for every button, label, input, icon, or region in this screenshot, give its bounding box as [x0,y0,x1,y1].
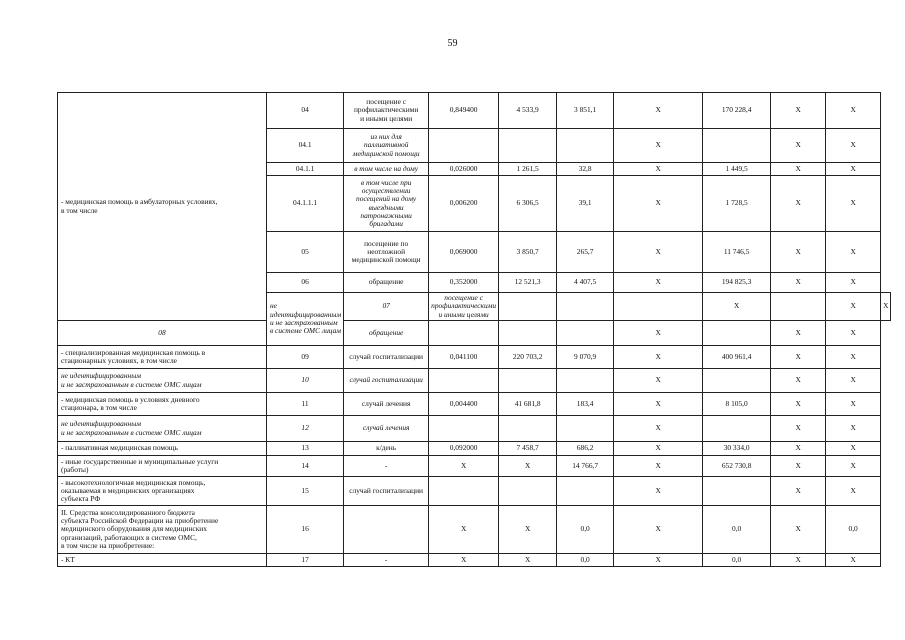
cell-value: 41 681,8 [499,393,557,416]
cell-value: X [614,416,703,442]
row-code: 05 [267,232,344,273]
cell-value: 686,2 [557,442,614,456]
row-code: 04.1.1 [267,163,344,176]
cell-value [557,416,614,442]
cell-value [499,477,557,506]
row-code: 17 [267,554,344,567]
cell-value: X [429,506,499,554]
cell-value: X [771,416,826,442]
cell-value: X [614,442,703,456]
cell-value: X [703,293,771,321]
cell-value: X [771,369,826,393]
cell-value: 12 521,3 [499,273,557,293]
cell-value: 0,0 [826,506,881,554]
cell-value: X [826,129,881,163]
table-row [58,554,891,567]
data-table [57,92,891,567]
table-row [58,477,891,506]
cell-value [429,321,499,346]
cell-value: X [429,456,499,477]
row-unit: посещение с профилактическими и иными целями [429,293,499,321]
cell-value: X [826,416,881,442]
cell-value: X [499,506,557,554]
row-code: 16 [267,506,344,554]
cell-value [703,321,771,346]
cell-value: X [614,554,703,567]
table-row [58,393,891,416]
cell-value [557,321,614,346]
cell-value: X [614,273,703,293]
row-code: 11 [267,393,344,416]
table-row [58,442,891,456]
cell-value: X [826,477,881,506]
cell-value: 170 228,4 [703,93,771,129]
row-unit: случай госпитализации [344,346,429,369]
cell-value [499,369,557,393]
row-unit: случай лечения [344,393,429,416]
table-row [58,346,891,369]
cell-value: 0,0 [557,506,614,554]
cell-value: X [771,442,826,456]
cell-value: X [771,554,826,567]
cell-value: 0,0 [557,554,614,567]
cell-value [703,129,771,163]
cell-value: X [826,554,881,567]
cell-value: X [771,176,826,232]
cell-value: X [826,293,881,321]
cell-value [614,293,703,321]
row-unit: обращение [344,321,429,346]
row-unit: из них для паллиативной медицинской помощи [344,129,429,163]
row-label: - специализированная медицинская помощь в стационарных условиях, в том числе [58,346,267,369]
cell-value [703,369,771,393]
cell-value: X [771,393,826,416]
cell-value: X [614,93,703,129]
row-code: 04 [267,93,344,129]
row-label: - КТ [58,554,267,567]
cell-value: X [826,176,881,232]
cell-value: X [614,393,703,416]
row-label: - иные государственные и муниципальные услуги (работы) [58,456,267,477]
row-unit: посещение по неотложной медицинской помощи [344,232,429,273]
cell-value: 30 334,0 [703,442,771,456]
cell-value: X [771,232,826,273]
row-label: не идентифицированным и не застрахованным в системе ОМС лицам [58,416,267,442]
cell-value: 220 703,2 [499,346,557,369]
cell-value: 1 261,5 [499,163,557,176]
cell-value: 0,004400 [429,393,499,416]
cell-value [557,369,614,393]
cell-value: 652 730,8 [703,456,771,477]
row-unit: случай лечения [344,416,429,442]
cell-value: 183,4 [557,393,614,416]
cell-value: 0,849400 [429,93,499,129]
row-unit: случай госпитализации [344,369,429,393]
table-row [58,321,891,346]
cell-value: X [614,456,703,477]
cell-value: X [614,321,703,346]
cell-value [429,369,499,393]
table-row [58,416,891,442]
cell-value: 4 533,9 [499,93,557,129]
cell-value: X [499,456,557,477]
row-unit: посещение с профилактическими и иными целями [344,93,429,129]
cell-value: X [826,321,881,346]
cell-value: 265,7 [557,232,614,273]
cell-value: X [826,369,881,393]
row-unit: в том числе на дому [344,163,429,176]
cell-value: 0,069000 [429,232,499,273]
cell-value [499,129,557,163]
row-unit: к/день [344,442,429,456]
cell-value: X [429,554,499,567]
cell-value: 0,0 [703,506,771,554]
cell-value: 32,8 [557,163,614,176]
table-row [58,369,891,393]
cell-value [499,416,557,442]
cell-value [771,293,826,321]
cell-value: 0,026000 [429,163,499,176]
cell-value: X [614,346,703,369]
cell-value: X [771,273,826,293]
cell-value: X [826,456,881,477]
cell-value: 0,092000 [429,442,499,456]
cell-value: 8 105,0 [703,393,771,416]
cell-value: X [614,163,703,176]
cell-value: 0,352000 [429,273,499,293]
row-unit: обращение [344,273,429,293]
cell-value: 7 458,7 [499,442,557,456]
cell-value: X [826,273,881,293]
row-label: - паллиативная медицинская помощь [58,442,267,456]
row-code: 04.1.1.1 [267,176,344,232]
cell-value: 1 728,5 [703,176,771,232]
row-label: II. Средства консолидированного бюджета субъекта Российской Федерации на приобретение медицинского оборудования для медицинских организаций, работающих в системе ОМС, в том числе на приобретение: [58,506,267,554]
cell-value: X [771,477,826,506]
row-label: - медицинская помощь в условиях дневного стационара, в том числе [58,393,267,416]
cell-value: 4 407,5 [557,273,614,293]
cell-value [429,129,499,163]
row-code: 07 [344,293,429,321]
table-row [58,456,891,477]
cell-value [499,293,557,321]
row-code: 06 [267,273,344,293]
row-label: не идентифицированным и не застрахованным в системе ОМС лицам [58,369,267,393]
cell-value: X [771,129,826,163]
cell-value: 0,041100 [429,346,499,369]
table-row [58,506,891,554]
cell-value [703,477,771,506]
cell-value: X [826,93,881,129]
row-code: 09 [267,346,344,369]
cell-value: X [771,163,826,176]
cell-value: 14 766,7 [557,456,614,477]
cell-value: 6 306,5 [499,176,557,232]
cell-value [499,321,557,346]
cell-value [557,129,614,163]
cell-value: X [499,554,557,567]
row-code: 15 [267,477,344,506]
cell-value: 0,006200 [429,176,499,232]
cell-value: 1 449,5 [703,163,771,176]
row-unit: в том числе при осуществлении посещений на дому выездными патронажными бригадами [344,176,429,232]
cell-value: 3 850,7 [499,232,557,273]
cell-value: X [771,456,826,477]
cell-value: 194 825,3 [703,273,771,293]
row-unit: случай госпитализации [344,477,429,506]
table-body [58,93,891,567]
cell-value: X [614,176,703,232]
cell-value: X [826,393,881,416]
cell-value: X [614,369,703,393]
cell-value: X [826,346,881,369]
cell-value [557,477,614,506]
cell-value: 11 746,5 [703,232,771,273]
row-unit: - [344,456,429,477]
row-code: 12 [267,416,344,442]
cell-value: 400 961,4 [703,346,771,369]
page-number: 59 [447,38,458,49]
cell-value [703,416,771,442]
cell-value [557,293,614,321]
cell-value: 3 851,1 [557,93,614,129]
row-code: 10 [267,369,344,393]
cell-value: X [771,93,826,129]
row-label: не идентифицированным и не застрахованным в системе ОМС лицам [267,293,344,346]
cell-value: X [771,321,826,346]
row-code: 13 [267,442,344,456]
cell-value: X [614,477,703,506]
row-code: 14 [267,456,344,477]
cell-value: X [771,346,826,369]
cell-value: 9 070,9 [557,346,614,369]
row-label: - высокотехнологичная медицинская помощь, оказываемая в медицинских организациях субъекта РФ [58,477,267,506]
row-unit: - [344,554,429,567]
row-code: 04.1 [267,129,344,163]
row-label: - медицинская помощь в амбулаторных условиях, в том числе [58,93,267,321]
cell-value [429,416,499,442]
cell-value: X [614,129,703,163]
cell-value: X [826,232,881,273]
cell-value: 39,1 [557,176,614,232]
cell-value: 0,0 [703,554,771,567]
table-row [58,93,891,129]
cell-value: X [826,163,881,176]
cell-value: X [771,506,826,554]
cell-value: X [614,232,703,273]
cell-value: X [881,293,891,321]
cell-value: X [826,442,881,456]
row-code: 08 [58,321,267,346]
cell-value [429,477,499,506]
row-unit [344,506,429,554]
cell-value: X [614,506,703,554]
